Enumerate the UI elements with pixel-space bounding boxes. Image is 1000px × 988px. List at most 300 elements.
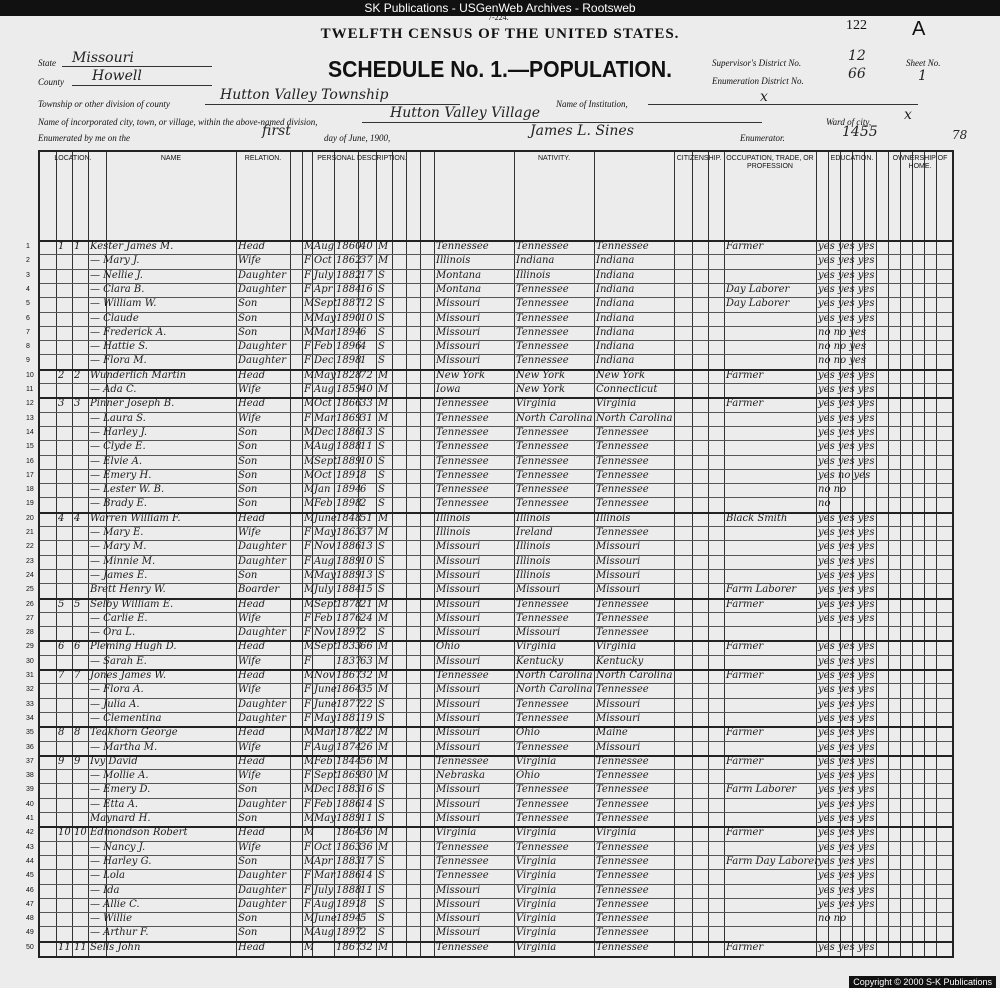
cell-edu: no no yes <box>818 326 866 338</box>
cell-pobf: Virginia <box>516 927 557 939</box>
cell-mo: Sept <box>314 598 338 610</box>
page-number: 122 <box>846 18 867 33</box>
cell-pob: Tennessee <box>436 841 489 853</box>
cell-edu: no no <box>818 484 847 496</box>
ward-value: x <box>904 107 912 123</box>
cell-ms: M <box>378 598 389 610</box>
cell-edu: yes yes yes <box>818 670 875 681</box>
row-number: 43 <box>26 843 34 851</box>
cell-yr: 1886 <box>336 541 362 553</box>
cell-age: 8 <box>360 469 367 481</box>
cell-yr: 1886 <box>336 870 362 882</box>
cell-yr: 1894 <box>336 326 362 338</box>
cell-rel: Son <box>238 469 258 481</box>
cell-edu: yes yes yes <box>818 283 875 295</box>
cell-sex: F <box>304 255 311 267</box>
row-number: 25 <box>26 586 34 594</box>
cell-pobm: Tennessee <box>596 627 649 639</box>
supervisor-value: 12 <box>848 48 866 64</box>
cell-name: Pleming Hugh D. <box>90 641 177 653</box>
cell-pobf: Tennessee <box>516 469 569 481</box>
cell-pobm: Indiana <box>596 355 635 367</box>
cell-edu: no no yes <box>818 341 866 353</box>
cell-pobm: Kentucky <box>596 655 644 667</box>
cell-rel: Son <box>238 441 258 453</box>
cell-age: 11 <box>360 884 373 896</box>
cell-sex: M <box>304 426 315 438</box>
cell-pobf: Tennessee <box>516 798 569 810</box>
cell-mo: Aug <box>314 898 335 910</box>
cell-sex: M <box>304 326 315 338</box>
row-number: 28 <box>26 629 34 637</box>
cell-edu: yes yes yes <box>818 369 875 381</box>
cell-sex: M <box>304 369 315 381</box>
cell-pobm: Indiana <box>596 312 635 324</box>
cell-pob: Missouri <box>436 913 481 925</box>
cell-ms: M <box>378 612 389 624</box>
cell-sex: F <box>304 684 311 696</box>
cell-sex: F <box>304 283 311 295</box>
cell-sex: F <box>304 870 311 882</box>
cell-occ: Farmer <box>726 827 764 839</box>
cell-edu: yes yes yes <box>818 555 875 567</box>
cell-pob: Missouri <box>436 712 481 724</box>
row-number: 12 <box>26 400 34 408</box>
cell-edu: no no yes <box>818 355 866 367</box>
cell-pobm: Virginia <box>596 398 637 410</box>
cell-yr: 1897 <box>336 627 362 639</box>
cell-ms: M <box>378 684 389 696</box>
cell-rel: Son <box>238 855 258 867</box>
cell-ms: S <box>378 484 385 496</box>
cell-rel: Son <box>238 298 258 310</box>
cell-mo: Nov <box>314 627 335 639</box>
cell-dw: 4 <box>58 512 65 524</box>
row-number: 8 <box>26 343 30 351</box>
row-number: 11 <box>26 386 34 393</box>
cell-mo: May <box>314 527 336 538</box>
cell-ms: M <box>378 384 389 395</box>
cell-ms: S <box>378 884 385 896</box>
cell-pob: Tennessee <box>436 870 489 882</box>
cell-pobf: Virginia <box>516 641 557 653</box>
cell-rel: Son <box>238 927 258 939</box>
cell-sex: M <box>304 727 315 739</box>
cell-pobm: Tennessee <box>596 870 649 882</box>
cell-pobm: Tennessee <box>596 770 649 782</box>
cell-pobf: Tennessee <box>516 741 569 753</box>
cell-ms: M <box>378 512 389 524</box>
cell-mo: Sept <box>314 298 338 310</box>
cell-yr: 1898 <box>336 498 362 510</box>
row-number: 7 <box>26 328 30 336</box>
cell-pob: Missouri <box>436 541 481 553</box>
cell-ms: S <box>378 341 385 353</box>
cell-yr: 1878 <box>336 727 362 739</box>
cell-yr: 1874 <box>336 741 362 753</box>
cell-name: — Emery H. <box>90 469 152 481</box>
cell-sex: M <box>304 784 315 796</box>
cell-pob: Tennessee <box>436 412 489 424</box>
cell-mo: July <box>314 269 334 281</box>
cell-ms: S <box>378 269 385 281</box>
cell-pobf: Tennessee <box>516 841 569 853</box>
cell-mo: May <box>314 712 336 724</box>
cell-pobf: New York <box>516 384 565 395</box>
row-number: 6 <box>26 314 30 322</box>
cell-dw: 9 <box>58 755 65 767</box>
cell-name: — Minnie M. <box>90 555 156 567</box>
cell-pob: Missouri <box>436 798 481 810</box>
copyright-notice: Copyright © 2000 S-K Publications <box>849 976 996 988</box>
cell-rel: Son <box>238 813 258 824</box>
cell-mo: Apr <box>314 855 333 867</box>
cell-rel: Son <box>238 426 258 438</box>
enumeration-label: Enumeration District No. <box>712 76 804 86</box>
ward-label: Ward of city, <box>826 117 872 127</box>
state-underline <box>62 66 212 67</box>
cell-name: Kester James M. <box>90 241 174 252</box>
cell-yr: 1891 <box>336 469 362 481</box>
cell-name: Maynard H. <box>90 813 151 824</box>
cell-pobm: Maine <box>596 727 628 739</box>
cell-pobf: Illinois <box>516 569 551 581</box>
cell-age: 14 <box>360 870 373 882</box>
cell-fam: 9 <box>74 755 81 767</box>
cell-pobf: Tennessee <box>516 712 569 724</box>
margin-number: 78 <box>952 128 968 142</box>
cell-age: 17 <box>360 855 373 867</box>
column-group-header: NATIVITY. <box>537 155 571 162</box>
city-label: Name of incorporated city, town, or village, within the above-named division, <box>38 117 318 127</box>
cell-name: — Harley G. <box>90 855 152 867</box>
enumerator-number: 1455 <box>842 124 878 140</box>
cell-mo: Aug <box>314 384 335 395</box>
cell-rel: Son <box>238 326 258 338</box>
cell-age: 24 <box>360 612 373 624</box>
cell-pobf: Missouri <box>516 584 561 596</box>
cell-name: — Carlie E. <box>90 612 148 624</box>
cell-sex: M <box>304 670 315 681</box>
cell-edu: yes yes yes <box>818 784 875 796</box>
row-number: 33 <box>26 700 34 708</box>
cell-name: — Brady E. <box>90 498 147 510</box>
cell-yr: 1884 <box>336 584 362 596</box>
cell-age: 22 <box>360 698 373 710</box>
cell-sex: F <box>304 741 311 753</box>
cell-rel: Daughter <box>238 283 286 295</box>
cell-yr: 1894 <box>336 913 362 925</box>
cell-ms: M <box>378 727 389 739</box>
cell-rel: Son <box>238 312 258 324</box>
cell-age: 19 <box>360 712 373 724</box>
cell-rel: Head <box>238 241 266 252</box>
cell-occ: Day Laborer <box>726 283 790 295</box>
cell-pobf: Tennessee <box>516 784 569 796</box>
row-number: 34 <box>26 714 34 722</box>
cell-age: 2 <box>360 498 367 510</box>
schedule-title: SCHEDULE No. 1.—POPULATION. <box>327 56 673 82</box>
cell-sex: F <box>304 541 311 553</box>
cell-age: 12 <box>360 298 373 310</box>
cell-name: — Mary J. <box>90 255 140 267</box>
cell-name: Sells John <box>90 941 141 953</box>
row-number: 29 <box>26 643 34 651</box>
cell-pobm: North Carolina <box>596 670 673 681</box>
cell-pobm: Indiana <box>596 341 635 353</box>
day-label: day of June, 1900, <box>324 133 391 143</box>
enumeration-value: 66 <box>848 66 866 82</box>
cell-name: — Hattie S. <box>90 341 148 353</box>
cell-pob: Missouri <box>436 598 481 610</box>
cell-age: 22 <box>360 727 373 739</box>
cell-edu: yes yes yes <box>818 941 875 953</box>
cell-name: — Willie <box>90 913 132 925</box>
cell-pob: Missouri <box>436 784 481 796</box>
cell-pobm: Indiana <box>596 283 635 295</box>
cell-pobm: Tennessee <box>596 498 649 510</box>
cell-fam: 1 <box>74 241 81 252</box>
cell-edu: yes yes yes <box>818 441 875 453</box>
cell-rel: Head <box>238 598 266 610</box>
cell-pobm: Tennessee <box>596 798 649 810</box>
sheet-label: Sheet No. <box>906 58 941 68</box>
cell-sex: F <box>304 655 311 667</box>
cell-ms: S <box>378 913 385 925</box>
cell-pobf: Tennessee <box>516 283 569 295</box>
cell-age: 15 <box>360 584 373 596</box>
cell-ms: S <box>378 283 385 295</box>
cell-age: 10 <box>360 555 373 567</box>
cell-sex: M <box>304 569 315 581</box>
cell-yr: 1883 <box>336 855 362 867</box>
institution-label: Name of Institution, <box>556 99 628 109</box>
cell-age: 26 <box>360 741 373 753</box>
cell-ms: S <box>378 498 385 510</box>
cell-pobf: Illinois <box>516 512 551 524</box>
cell-rel: Wife <box>238 655 261 667</box>
cell-pobf: Indiana <box>516 255 555 267</box>
cell-rel: Wife <box>238 612 261 624</box>
cell-age: 11 <box>360 813 373 824</box>
cell-ms: S <box>378 355 385 367</box>
cell-pob: Tennessee <box>436 469 489 481</box>
row-number: 38 <box>26 772 34 780</box>
cell-edu: yes yes yes <box>818 641 875 653</box>
cell-name: — James E. <box>90 569 148 581</box>
cell-name: — Flora A. <box>90 684 144 696</box>
cell-yr: 1863 <box>336 841 362 853</box>
cell-sex: F <box>304 712 311 724</box>
cell-pobf: Tennessee <box>516 355 569 367</box>
cell-yr: 1897 <box>336 927 362 939</box>
cell-edu: no no <box>818 913 847 925</box>
cell-pobm: Missouri <box>596 541 641 553</box>
cell-pobm: Connecticut <box>596 384 658 395</box>
cell-yr: 1828 <box>336 369 362 381</box>
cell-yr: 1863 <box>336 527 362 538</box>
cell-pobm: Tennessee <box>596 684 649 696</box>
row-number: 32 <box>26 686 34 694</box>
cell-yr: 1894 <box>336 484 362 496</box>
cell-rel: Daughter <box>238 884 286 896</box>
cell-name: — Ida <box>90 884 120 896</box>
cell-yr: 1886 <box>336 798 362 810</box>
cell-name: Brett Henry W. <box>90 584 166 596</box>
cell-ms: S <box>378 555 385 567</box>
cell-pob: Illinois <box>436 512 471 524</box>
cell-pobm: Indiana <box>596 269 635 281</box>
cell-age: 31 <box>360 412 373 424</box>
cell-sex: M <box>304 469 315 481</box>
cell-mo: June <box>314 512 337 524</box>
cell-pobm: Missouri <box>596 569 641 581</box>
column-group-header: PERSONAL DESCRIPTION. <box>317 155 407 162</box>
cell-occ: Farmer <box>726 369 764 381</box>
cell-pobm: Tennessee <box>596 898 649 910</box>
cell-yr: 1869 <box>336 412 362 424</box>
cell-age: 37 <box>360 527 373 538</box>
cell-ms: S <box>378 312 385 324</box>
cell-rel: Daughter <box>238 712 286 724</box>
cell-age: 40 <box>360 241 373 252</box>
cell-ms: S <box>378 898 385 910</box>
cell-pobf: Tennessee <box>516 598 569 610</box>
enumerator-name: James L. Sines <box>530 123 634 139</box>
cell-edu: yes yes yes <box>818 541 875 553</box>
cell-edu: yes yes yes <box>818 898 875 910</box>
cell-sex: F <box>304 341 311 353</box>
enumeration-day: first <box>262 123 291 139</box>
cell-fam: 3 <box>74 398 81 410</box>
cell-rel: Head <box>238 398 266 410</box>
cell-fam: 8 <box>74 727 81 739</box>
cell-pobm: Missouri <box>596 698 641 710</box>
cell-pobf: Kentucky <box>516 655 564 667</box>
cell-age: 5 <box>360 913 367 925</box>
cell-mo: Feb <box>314 498 333 510</box>
cell-pobf: North Carolina <box>516 684 593 696</box>
cell-pob: Tennessee <box>436 498 489 510</box>
cell-age: 14 <box>360 798 373 810</box>
cell-ms: S <box>378 798 385 810</box>
cell-mo: Mar <box>314 326 335 338</box>
cell-ms: S <box>378 326 385 338</box>
cell-pobf: Tennessee <box>516 312 569 324</box>
cell-edu: yes yes yes <box>818 712 875 724</box>
cell-fam: 10 <box>74 827 87 839</box>
cell-name: Pinner Joseph B. <box>90 398 175 410</box>
cell-pob: Tennessee <box>436 941 489 953</box>
cell-pobm: Tennessee <box>596 784 649 796</box>
cell-mo: Feb <box>314 798 333 810</box>
cell-edu: yes yes yes <box>818 412 875 424</box>
row-number: 20 <box>26 514 34 522</box>
cell-pob: Missouri <box>436 298 481 310</box>
cell-age: 13 <box>360 541 373 553</box>
cell-rel: Wife <box>238 412 261 424</box>
cell-name: — Julia A. <box>90 698 140 710</box>
cell-age: 37 <box>360 255 373 267</box>
cell-yr: 1883 <box>336 784 362 796</box>
cell-dw: 2 <box>58 369 65 381</box>
cell-mo: Dec <box>314 426 334 438</box>
column-group-header: EDUCATION. <box>830 155 874 162</box>
cell-edu: yes yes yes <box>818 269 875 281</box>
cell-rel: Head <box>238 755 266 767</box>
cell-age: 10 <box>360 312 373 324</box>
cell-ms: S <box>378 855 385 867</box>
cell-occ: Farmer <box>726 727 764 739</box>
cell-edu: yes yes yes <box>818 698 875 710</box>
cell-pobm: Illinois <box>596 512 631 524</box>
cell-edu: yes yes yes <box>818 241 875 252</box>
cell-mo: Aug <box>314 927 335 939</box>
cell-rel: Daughter <box>238 355 286 367</box>
cell-rel: Wife <box>238 841 261 853</box>
cell-yr: 1884 <box>336 283 362 295</box>
cell-fam: 11 <box>74 941 87 953</box>
cell-mo: Sept <box>314 455 338 467</box>
cell-sex: F <box>304 555 311 567</box>
cell-ms: S <box>378 569 385 581</box>
cell-pob: Missouri <box>436 612 481 624</box>
cell-name: — Martha M. <box>90 741 158 753</box>
cell-edu: yes yes yes <box>818 569 875 581</box>
cell-age: 16 <box>360 283 373 295</box>
cell-pob: Missouri <box>436 569 481 581</box>
row-number: 46 <box>26 886 34 894</box>
cell-rel: Son <box>238 498 258 510</box>
cell-pob: Illinois <box>436 527 471 538</box>
cell-age: 2 <box>360 927 367 939</box>
cell-pobf: Virginia <box>516 827 557 839</box>
row-number: 31 <box>26 672 34 679</box>
row-number: 1 <box>26 243 30 250</box>
cell-occ: Farm Laborer <box>726 584 797 596</box>
cell-pobm: Tennessee <box>596 884 649 896</box>
cell-sex: M <box>304 913 315 925</box>
cell-edu: yes yes yes <box>818 798 875 810</box>
cell-pobf: Virginia <box>516 941 557 953</box>
cell-mo: July <box>314 884 334 896</box>
column-group-header: RELATION. <box>244 155 282 162</box>
cell-edu: yes yes yes <box>818 255 875 267</box>
cell-age: 35 <box>360 684 373 696</box>
cell-ms: M <box>378 655 389 667</box>
cell-pobf: Tennessee <box>516 455 569 467</box>
county-label: County <box>38 77 64 87</box>
cell-sex: M <box>304 455 315 467</box>
column-group-header: OWNERSHIP OF HOME. <box>892 155 948 170</box>
cell-mo: Oct <box>314 841 332 853</box>
cell-age: 1 <box>360 355 367 367</box>
row-number: 42 <box>26 829 34 837</box>
cell-edu: yes yes yes <box>818 426 875 438</box>
cell-dw: 3 <box>58 398 65 410</box>
cell-ms: S <box>378 698 385 710</box>
cell-name: — Elvie A. <box>90 455 143 467</box>
cell-edu: no <box>818 498 831 510</box>
cell-yr: 1888 <box>336 884 362 896</box>
cell-mo: June <box>314 684 337 696</box>
cell-name: Warren William F. <box>90 512 181 524</box>
cell-ms: S <box>378 712 385 724</box>
cell-rel: Daughter <box>238 541 286 553</box>
cell-edu: yes yes yes <box>818 598 875 610</box>
row-number: 30 <box>26 657 34 665</box>
cell-rel: Daughter <box>238 341 286 353</box>
